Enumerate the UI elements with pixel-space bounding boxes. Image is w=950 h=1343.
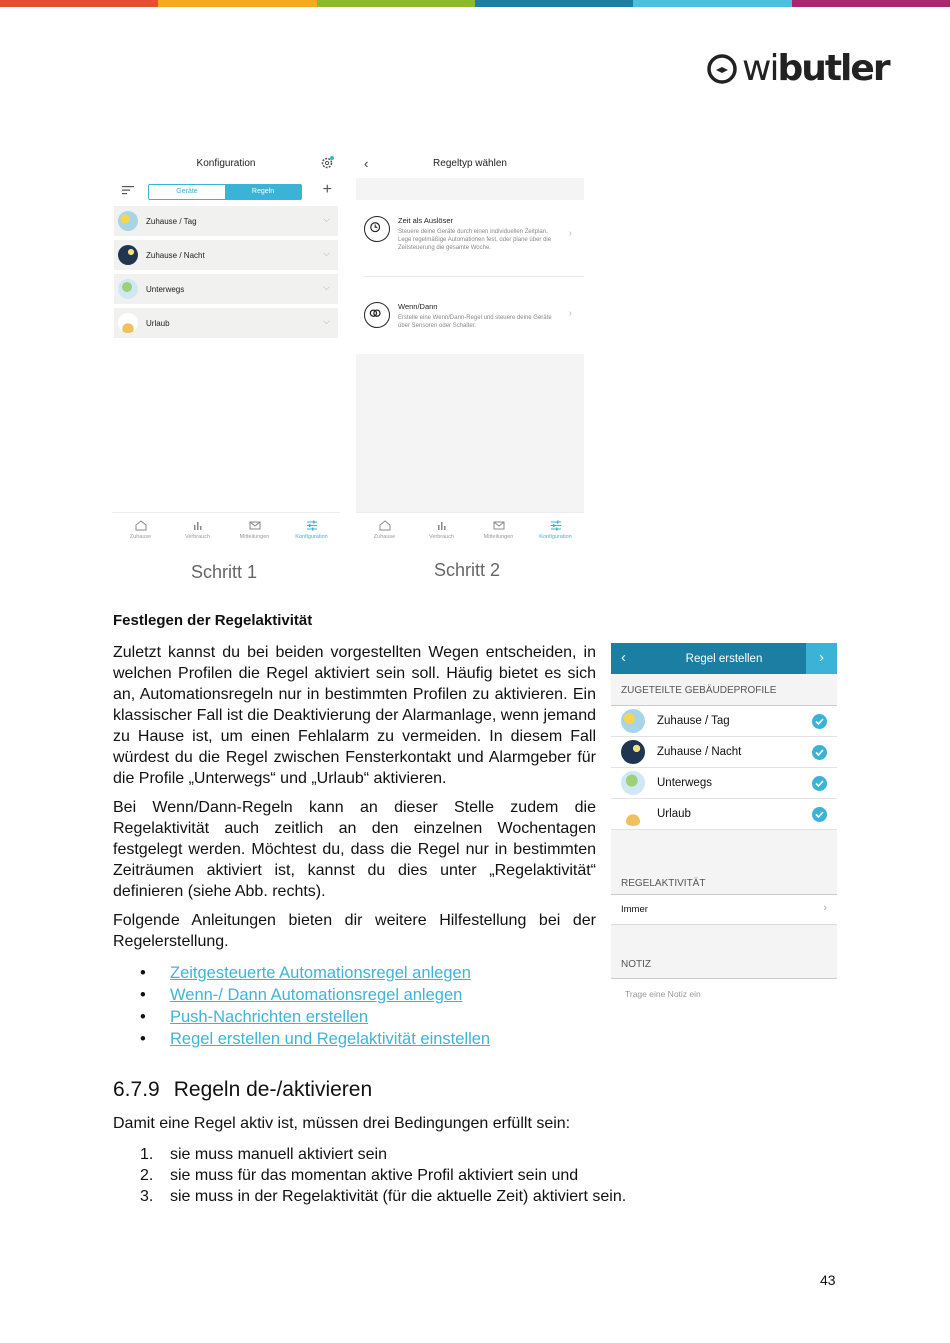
rule-type-list — [356, 200, 584, 354]
color-stripe — [633, 0, 791, 7]
link-push-nachrichten[interactable]: Push-Nachrichten erstellen — [170, 1008, 369, 1026]
chevron-right-icon: › — [823, 902, 827, 914]
rule-type-title: Zeit als Auslöser — [398, 216, 454, 225]
checkmark-icon[interactable] — [812, 776, 827, 791]
bottom-tab-bar — [112, 512, 340, 546]
profile-row[interactable] — [611, 737, 837, 768]
tab-mitteilungen[interactable]: Mitteilungen — [470, 513, 527, 546]
chevron-down-icon: ⌵ — [323, 248, 330, 258]
note-input[interactable]: Trage eine Notiz ein — [625, 989, 701, 999]
logo-text: wibutler — [742, 48, 889, 89]
section-header-profiles: ZUGETEILTE GEBÄUDEPROFILE — [611, 674, 837, 706]
bottom-tab-bar — [356, 512, 584, 546]
list-item: 2. sie muss für das momentan aktive Profil aktiviert sein und — [140, 1167, 579, 1184]
tab-mitteilungen[interactable]: Mitteilungen — [226, 513, 283, 546]
back-icon[interactable]: ‹ — [364, 156, 369, 171]
profile-row[interactable] — [114, 206, 338, 236]
chevron-right-icon: › — [568, 308, 572, 319]
divider — [364, 276, 584, 277]
caption-step-2: Schritt 2 — [434, 560, 501, 580]
spacer — [611, 925, 837, 949]
brand-color-bar — [0, 0, 950, 7]
segmented-control — [148, 184, 302, 200]
tab-zuhause[interactable]: Zuhause — [356, 513, 413, 546]
profile-label: Unterwegs — [657, 777, 712, 789]
profile-label: Zuhause / Nacht — [657, 746, 742, 758]
profile-row[interactable] — [611, 799, 837, 830]
home-icon — [135, 520, 147, 531]
screenshot-step-2 — [356, 148, 584, 546]
paragraph: Zuletzt kannst du bei beiden vorgestellten Wegen entscheiden, in welchen Profilen die Regel aktiviert sein soll. Häufig bietet es sich an, Automationsregeln nur in bestimmten Profilen zu aktivieren. Ein klassischer Fall ist die Deaktivierung der Alarmanlage, wenn jemand zu Hause ist, um einen Fehlalarm zu vermeiden. In diesem Fall würdest du die Regel zwischen Fensterkontakt und Alarmgeber für die Profile „Unterwegs“ und „Urlaub“ aktivieren. — [113, 644, 596, 787]
link-zeitgesteuert[interactable]: Zeitgesteuerte Automationsregel anlegen — [170, 964, 471, 982]
tab-verbrauch[interactable]: Verbrauch — [169, 513, 226, 546]
list-item: • Push-Nachrichten erstellen — [140, 1008, 369, 1026]
checkmark-icon[interactable] — [812, 745, 827, 760]
caption-step-1: Schritt 1 — [191, 562, 258, 582]
paragraph: Damit eine Regel aktiv ist, müssen drei Bedingungen erfüllt sein: — [113, 1115, 571, 1132]
profile-row[interactable] — [114, 274, 338, 304]
color-stripe — [475, 0, 633, 7]
link-regelaktivitaet[interactable]: Regel erstellen und Regelaktivität einstellen — [170, 1030, 491, 1048]
home-icon — [379, 520, 391, 531]
sliders-icon — [550, 520, 562, 531]
checkmark-icon[interactable] — [812, 714, 827, 729]
tab-zuhause[interactable]: Zuhause — [112, 513, 169, 546]
chevron-down-icon: ⌵ — [323, 282, 330, 292]
filter-icon[interactable] — [122, 185, 134, 195]
list-item: 3. sie muss in der Regelaktivität (für die aktuelle Zeit) aktiviert sein. — [140, 1188, 627, 1205]
profile-label: Zuhause / Nacht — [146, 250, 205, 260]
tab-geraete[interactable]: Geräte — [176, 188, 198, 195]
list-item: • Regel erstellen und Regelaktivität einstellen — [140, 1030, 491, 1048]
section-title: Regeln de-/aktivieren — [173, 1078, 373, 1101]
paragraph: Folgende Anleitungen bieten dir weitere Hilfestellung bei der Regelerstellung. — [113, 912, 596, 950]
profile-label: Urlaub — [146, 318, 170, 328]
screen-title: Konfiguration — [196, 157, 256, 169]
panel-title: Regel erstellen — [685, 652, 763, 665]
rule-type-ifthen[interactable] — [364, 302, 582, 330]
link-list — [140, 962, 490, 1050]
list-item: 1. sie muss manuell aktiviert sein — [140, 1146, 387, 1163]
tab-konfiguration[interactable]: Konfiguration — [283, 513, 340, 546]
wibutler-logo-icon — [706, 53, 738, 85]
rule-type-title: Wenn/Dann — [398, 302, 438, 311]
link-icon — [364, 302, 390, 328]
paragraph: Bei Wenn/Dann-Regeln kann an dieser Stelle zudem die Regelaktivität auch zeitlich an den einzelnen Wochentagen festgelegt werden. Möchtest du, dass die Regel nur in bestimmten Zeiträumen aktiviert ist, kannst du dies unter „Regelaktivität“ definieren (siehe Abb. rechts). — [113, 799, 596, 900]
day-profile-icon — [621, 709, 645, 733]
profile-row[interactable] — [611, 706, 837, 737]
screen-header — [356, 148, 584, 178]
tab-konfiguration[interactable]: Konfiguration — [527, 513, 584, 546]
profile-row[interactable] — [114, 240, 338, 270]
day-profile-icon — [118, 211, 138, 231]
wibutler-logo — [706, 48, 889, 90]
screenshot-step-1 — [112, 148, 340, 546]
panel-header — [611, 643, 837, 674]
gear-icon[interactable] — [320, 156, 334, 170]
profile-row[interactable] — [114, 308, 338, 338]
screen-header — [112, 148, 340, 178]
rule-type-time[interactable] — [364, 216, 582, 252]
vacation-profile-icon — [118, 313, 138, 333]
mail-icon — [493, 520, 505, 531]
color-stripe — [317, 0, 475, 7]
forward-icon[interactable]: › — [806, 643, 837, 674]
color-stripe — [158, 0, 316, 7]
subsection-heading — [113, 1078, 372, 1102]
chevron-down-icon: ⌵ — [323, 214, 330, 224]
section-header-note: NOTIZ — [611, 949, 837, 979]
section-heading: Festlegen der Regelaktivität — [113, 612, 313, 629]
profile-label: Unterwegs — [146, 284, 185, 294]
screenshot-regel-erstellen — [611, 643, 837, 1003]
profile-label: Zuhause / Tag — [146, 216, 197, 226]
activity-row[interactable] — [611, 895, 837, 925]
rule-type-description: Steuere deine Geräte durch einen individuellen Zeitplan. Lege regelmäßige Automationen fest, oder plane über die Zeitsteuerung die gesamte Woche. — [398, 229, 552, 251]
bar-chart-icon — [436, 520, 448, 531]
list-item: • Zeitgesteuerte Automationsregel anlegen — [140, 964, 471, 982]
activity-value: Immer — [621, 904, 648, 915]
color-stripe — [0, 0, 158, 7]
away-profile-icon — [621, 771, 645, 795]
section-header-activity: REGELAKTIVITÄT — [611, 863, 837, 895]
bar-chart-icon — [192, 520, 204, 531]
page-number: 43 — [820, 1272, 836, 1288]
tab-verbrauch[interactable]: Verbrauch — [413, 513, 470, 546]
chevron-right-icon: › — [568, 228, 572, 239]
away-profile-icon — [118, 279, 138, 299]
section-number: 6.7.9 — [113, 1078, 160, 1101]
night-profile-icon — [118, 245, 138, 265]
back-icon[interactable]: ‹ — [621, 649, 626, 666]
clock-icon — [364, 216, 390, 242]
link-wenn-dann[interactable]: Wenn-/ Dann Automationsregel anlegen — [170, 986, 463, 1004]
profile-label: Zuhause / Tag — [657, 715, 730, 727]
checkmark-icon[interactable] — [812, 807, 827, 822]
profile-label: Urlaub — [657, 808, 691, 820]
spacer — [611, 830, 837, 863]
rule-type-description: Erstelle eine Wenn/Dann-Regel und steuere deine Geräte über Sensoren oder Schalter. — [398, 315, 552, 329]
night-profile-icon — [621, 740, 645, 764]
vacation-profile-icon — [621, 802, 645, 826]
list-item: • Wenn-/ Dann Automationsregel anlegen — [140, 986, 463, 1004]
chevron-down-icon: ⌵ — [323, 316, 330, 326]
segment-row — [112, 178, 340, 204]
profile-row[interactable] — [611, 768, 837, 799]
add-icon[interactable]: + — [322, 181, 332, 198]
screen-title: Regeltyp wählen — [433, 157, 507, 169]
condition-list — [140, 1144, 626, 1207]
tab-regeln[interactable]: Regeln — [225, 185, 301, 199]
color-stripe — [792, 0, 950, 7]
mail-icon — [249, 520, 261, 531]
sliders-icon — [306, 520, 318, 531]
